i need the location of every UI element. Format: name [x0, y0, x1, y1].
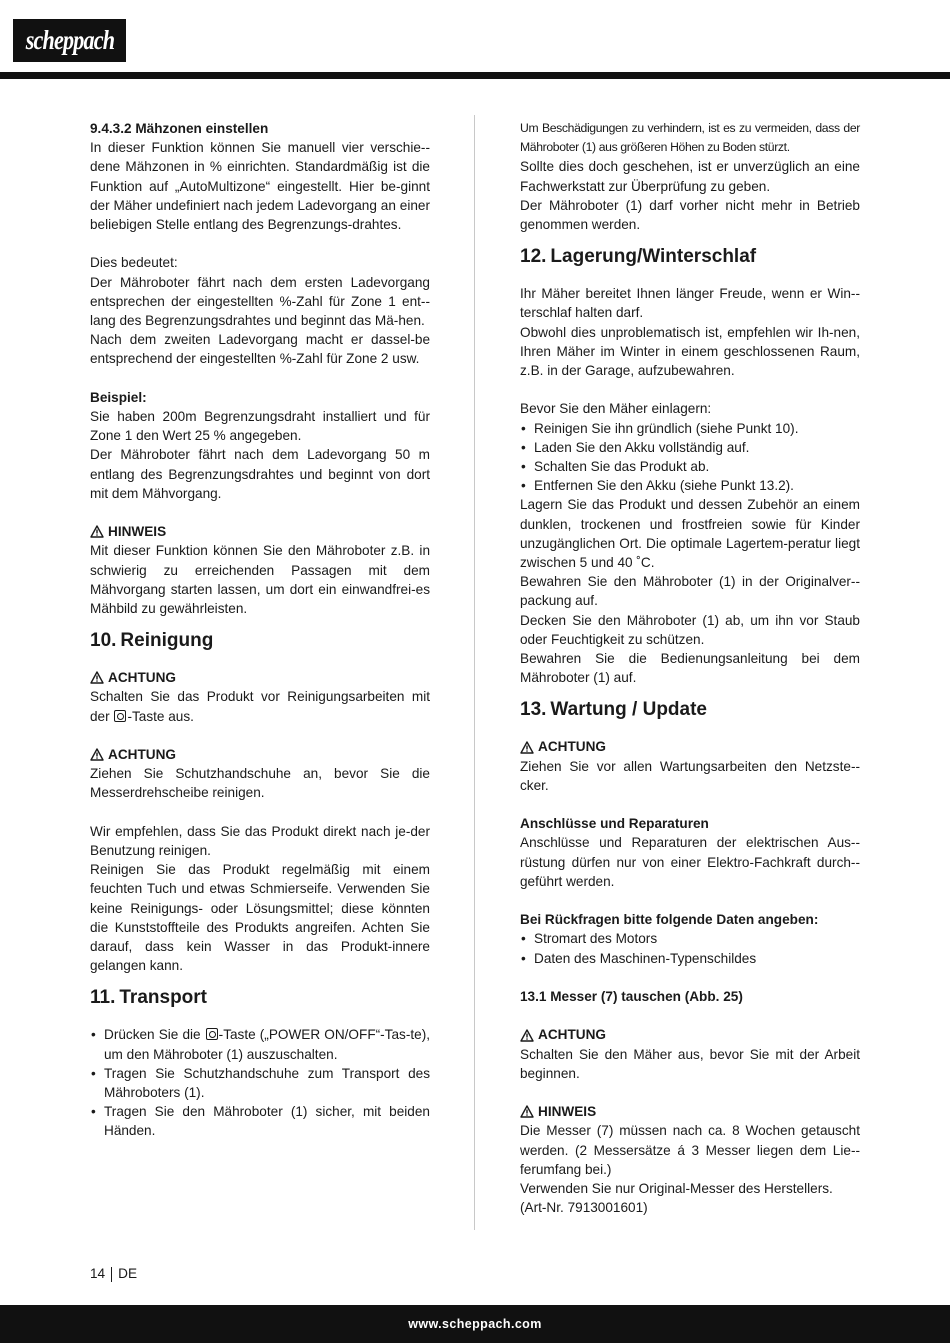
list-item: • Entfernen Sie den Akku (siehe Punkt 13.2).: [520, 476, 860, 495]
hint-2-text-2: Verwenden Sie nur Original-Messer des Herstellers.: [520, 1181, 833, 1197]
warning-triangle-icon: [520, 741, 534, 754]
damage-note: Um Beschädigungen zu verhindern, ist es zu vermeiden, dass der Mähroboter (1) aus größeren Höhen zu Boden stürzt.: [520, 121, 860, 155]
warning-triangle-icon: [520, 1105, 534, 1118]
warning-triangle-icon: [90, 671, 104, 684]
page-number: 14: [90, 1266, 106, 1281]
hint-2-text: Die Messer (7) müssen nach ca. 8 Wochen getauscht werden. (2 Messersätze á 3 Messer liegen dem Lie-ferumfang bei.): [520, 1123, 860, 1177]
warning-triangle-icon: [520, 1029, 534, 1042]
section-10-heading: [90, 630, 430, 652]
section-11-title: Transport: [119, 987, 207, 1009]
damage-text-2: Der Mähroboter (1) darf vorher nicht mehr in Betrieb genommen werden.: [520, 197, 860, 233]
page-separator: [111, 1267, 112, 1282]
brand-logo-text: scheppach: [25, 25, 114, 55]
before-storage-intro: Bevor Sie den Mäher einlagern:: [520, 401, 712, 417]
before-storage-list: [520, 419, 860, 496]
hint-2-label: HINWEIS: [538, 1104, 597, 1120]
warning-3-text: Ziehen Sie vor allen Wartungsarbeiten den Netzste-cker.: [520, 758, 860, 793]
warning-triangle-icon: [90, 525, 104, 538]
hint-label: HINWEIS: [108, 524, 167, 540]
transport-1-text-b: -Taste („POWER ON/OFF“-Tas-te), um den Mähroboter (1) auszuschalten.: [104, 1027, 430, 1062]
warning-4-heading: [520, 1025, 860, 1044]
section-9432-text: In dieser Funktion können Sie manuell vier verschie-dene Mähzonen in % einrichten. Standardmäßig ist die Funktion auf „AutoMultizone“ eingestellt. Hier be-ginnt der Mäher undefiniert nach jedem Ladevorgang an einer beliebigen Stelle entlang des Begrenzungs-drahtes.: [90, 140, 430, 233]
hint-2-heading: [520, 1102, 860, 1121]
warning-2-label: ACHTUNG: [108, 747, 176, 763]
warning-1-text-b: -Taste aus.: [127, 708, 194, 724]
storage-text-6: Bewahren Sie die Bedienungsanleitung bei dem Mähroboter (1) auf.: [520, 651, 860, 686]
transport-list: [90, 1025, 430, 1140]
page-number-area: [90, 1265, 137, 1283]
header-bar: [0, 72, 950, 79]
warning-4-label: ACHTUNG: [538, 1027, 606, 1043]
storage-text-2: Obwohl dies unproblematisch ist, empfehlen wir Ih-nen, Ihren Mäher im Winter in einem geschlossenen Raum, z.B. in der Garage, aufzubewahren.: [520, 324, 860, 379]
column-divider: [474, 115, 475, 1230]
warning-3-heading: [520, 737, 860, 756]
damage-text-1: Sollte dies doch geschehen, ist er unverzüglich an eine Fachwerkstatt zur Überprüfung zu geben.: [520, 159, 860, 194]
cleaning-text-2: Reinigen Sie das Produkt regelmäßig mit einem feuchten Tuch und etwas Schmierseife. Verwenden Sie keine Reinigungs- oder Lösungsmittel; diese könnten die Kunststoffteile des Produkts angreifen. Achten Sie darauf, dass kein Wasser in das Produkt-innere gelangen kann.: [90, 862, 430, 974]
hint-text: Mit dieser Funktion können Sie den Mähroboter z.B. in schwierig zu erreichenden Passagen mit dem Mähvorgang starten lassen, um dort ein einwandfrei-es Mähbild zu gewährleisten.: [90, 543, 430, 617]
hint-2-text-3: (Art-Nr. 7913001601): [520, 1200, 648, 1216]
warning-1-label: ACHTUNG: [108, 670, 176, 686]
list-item: • Stromart des Motors: [520, 929, 860, 948]
warning-3-label: ACHTUNG: [538, 739, 606, 755]
example-text-2: Der Mähroboter fährt nach dem Ladevorgang 50 m entlang des Begrenzungsdrahtes und beginnt von dort mit dem Mähvorgang.: [90, 447, 430, 501]
brand-logo: [13, 19, 126, 62]
section-10-title: Reinigung: [120, 630, 214, 652]
section-12-heading: [520, 246, 860, 268]
storage-text-3: Lagern Sie das Produkt und dessen Zubehör an einem dunklen, trockenen und frostfreien sowie für Kinder unzugänglichen Ort. Die optimale Lagertem-peratur liegt zwischen 5 und 40 ˚C.: [520, 497, 860, 571]
section-13-number: 13.: [520, 699, 547, 721]
warning-triangle-icon: [90, 748, 104, 761]
list-item: • Daten des Maschinen-Typenschildes: [520, 949, 860, 968]
section-131-title: 13.1 Messer (7) tauschen (Abb. 25): [520, 989, 743, 1005]
list-item: • Tragen Sie den Mähroboter (1) sicher, mit beiden Händen.: [90, 1102, 430, 1140]
connections-title: Anschlüsse und Reparaturen: [520, 816, 709, 832]
meaning-text-1: Der Mähroboter fährt nach dem ersten Ladevorgang entsprechen der eingestellten %-Zahl für Zone 1 ent-lang des Begrenzungsdrahtes und beginnt das Mä-hen.: [90, 274, 430, 329]
queries-list: [520, 929, 860, 967]
right-column: [520, 119, 860, 1217]
storage-text-5: Decken Sie den Mähroboter (1) ab, um ihn vor Staub oder Feuchtigkeit zu schützen.: [520, 612, 860, 647]
example-text-1: Sie haben 200m Begrenzungsdraht installiert und für Zone 1 den Wert 25 % angegeben.: [90, 409, 430, 444]
warning-2-heading: [90, 745, 430, 764]
section-13-heading: [520, 699, 860, 721]
warning-4-text: Schalten Sie den Mäher aus, bevor Sie mit der Arbeit beginnen.: [520, 1046, 860, 1081]
list-item: • Schalten Sie das Produkt ab.: [520, 457, 860, 476]
hint-heading: [90, 522, 430, 541]
warning-1-text-a: Schalten Sie das Produkt vor Reinigungsarbeiten mit der: [90, 689, 430, 724]
example-label: Beispiel:: [90, 389, 147, 405]
section-9432-title: 9.4.3.2 Mähzonen einstellen: [90, 121, 269, 136]
page-language: DE: [118, 1266, 138, 1281]
section-12-title: Lagerung/Winterschlaf: [550, 246, 757, 268]
power-button-icon: [114, 710, 126, 722]
section-11-heading: [90, 987, 430, 1009]
storage-text-4: Bewahren Sie den Mähroboter (1) in der Originalver-packung auf.: [520, 574, 860, 609]
section-13-title: Wartung / Update: [550, 699, 707, 721]
storage-text-1: Ihr Mäher bereitet Ihnen länger Freude, wenn er Win-terschlaf halten darf.: [520, 286, 860, 321]
power-button-icon: [206, 1028, 218, 1040]
warning-2-text: Ziehen Sie Schutzhandschuhe an, bevor Sie die Messerdrehscheibe reinigen.: [90, 766, 430, 801]
warning-1-heading: [90, 668, 430, 687]
meaning-intro: Dies bedeutet:: [90, 255, 178, 271]
warning-1-text: [90, 687, 430, 725]
transport-1-text-a: Drücken Sie die: [104, 1027, 205, 1043]
meaning-text-2: Nach dem zweiten Ladevorgang macht er dassel-be entsprechend der eingestellten %-Zahl für Zone 2 usw.: [90, 332, 430, 367]
connections-text: Anschlüsse und Reparaturen der elektrischen Aus-rüstung dürfen nur von einer Elektro-Fachkraft durch-geführt werden.: [520, 835, 860, 889]
section-12-number: 12.: [520, 246, 547, 268]
website-link[interactable]: www.scheppach.com: [408, 1317, 542, 1331]
list-item: • Reinigen Sie ihn gründlich (siehe Punkt 10).: [520, 419, 860, 438]
section-10-number: 10.: [90, 630, 117, 652]
left-column: [90, 119, 430, 1141]
list-item: • Tragen Sie Schutzhandschuhe zum Transport des Mähroboters (1).: [90, 1064, 430, 1102]
list-item: • Laden Sie den Akku vollständig auf.: [520, 438, 860, 457]
cleaning-text-1: Wir empfehlen, dass Sie das Produkt direkt nach je-der Benutzung reinigen.: [90, 823, 430, 859]
list-item: [90, 1025, 430, 1063]
queries-title: Bei Rückfragen bitte folgende Daten angeben:: [520, 912, 819, 928]
section-11-number: 11.: [90, 987, 116, 1009]
footer-bar: [0, 1305, 950, 1343]
